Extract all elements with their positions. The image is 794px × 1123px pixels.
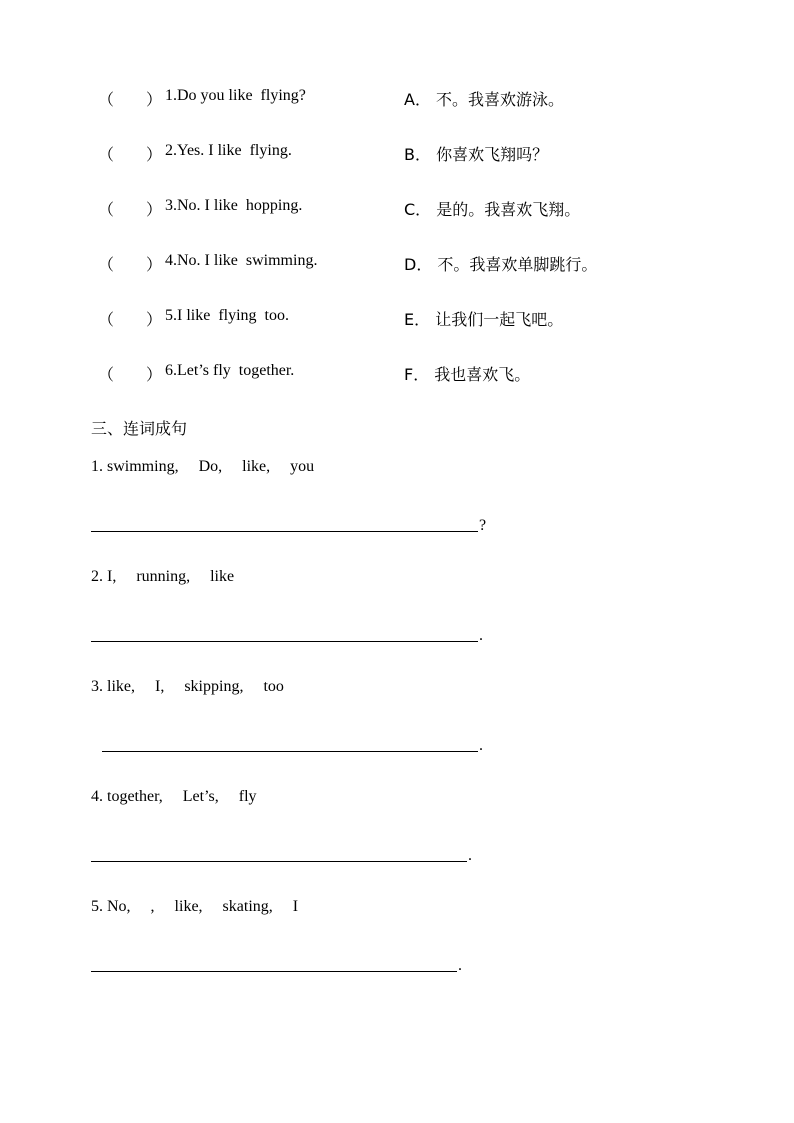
answer-parentheses: （ ） [98, 202, 163, 219]
word-list: 5. No, , like, skating, I [91, 898, 299, 915]
answer-line [102, 751, 478, 752]
answer-line [91, 641, 478, 642]
word-list: 1. swimming, Do, like, you [91, 458, 315, 475]
end-punctuation: . [458, 957, 462, 974]
matching-row [0, 252, 794, 276]
chinese-option: B． 你喜欢飞翔吗？ [404, 145, 549, 164]
chinese-option: E． 让我们一起飞吧。 [404, 310, 564, 329]
answer-parentheses: （ ） [98, 92, 163, 109]
english-sentence: 2.Yes. I like flying. [165, 142, 292, 159]
answer-blank[interactable] [91, 622, 491, 642]
word-list: 4. together, Let’s, fly [91, 788, 257, 805]
chinese-option: D． 不。我喜欢单脚跳行。 [404, 255, 598, 274]
answer-line [91, 861, 467, 862]
chinese-option: A． 不。我喜欢游泳。 [404, 90, 565, 109]
end-punctuation: . [479, 627, 483, 644]
english-sentence: 5.I like flying too. [165, 307, 289, 324]
chinese-option: C． 是的。我喜欢飞翔。 [404, 200, 581, 219]
english-sentence: 1.Do you like flying? [165, 87, 306, 104]
chinese-option: F． 我也喜欢飞。 [404, 365, 531, 384]
answer-line [91, 531, 478, 532]
matching-row [0, 197, 794, 221]
answer-parentheses: （ ） [98, 312, 163, 329]
matching-row [0, 307, 794, 331]
matching-row [0, 87, 794, 111]
word-list: 3. like, I, skipping, too [91, 678, 284, 695]
matching-row [0, 362, 794, 386]
english-sentence: 6.Let’s fly together. [165, 362, 295, 379]
answer-parentheses: （ ） [98, 147, 163, 164]
word-list: 2. I, running, like [91, 568, 235, 585]
end-punctuation: . [479, 737, 483, 754]
answer-parentheses: （ ） [98, 257, 163, 274]
end-punctuation: ? [479, 517, 487, 534]
answer-parentheses: （ ） [98, 367, 163, 384]
answer-blank[interactable] [102, 732, 492, 752]
answer-blank[interactable] [91, 842, 481, 862]
matching-row [0, 142, 794, 166]
answer-blank[interactable] [91, 952, 471, 972]
english-sentence: 4.No. I like swimming. [165, 252, 318, 269]
end-punctuation: . [468, 847, 472, 864]
answer-line [91, 971, 457, 972]
answer-blank[interactable] [91, 512, 491, 532]
english-sentence: 3.No. I like hopping. [165, 197, 303, 214]
section-title: 三、连词成句 [91, 419, 188, 438]
